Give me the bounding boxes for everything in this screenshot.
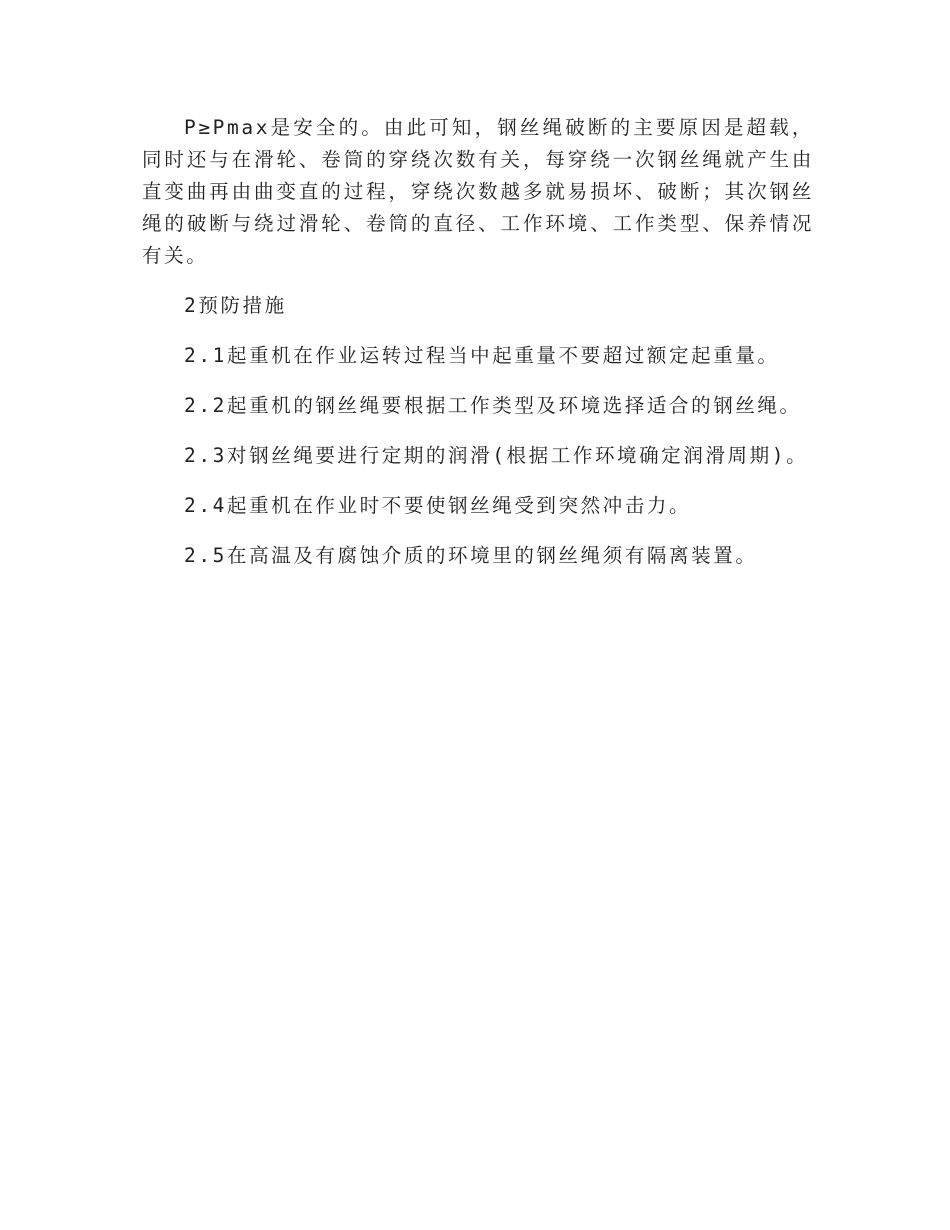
measure-item-2-2: 2.2起重机的钢丝绳要根据工作类型及环境选择适合的钢丝绳。 bbox=[184, 394, 802, 417]
measure-item-2-4: 2.4起重机在作业时不要使钢丝绳受到突然冲击力。 bbox=[184, 494, 692, 517]
measure-item-2-5: 2.5在高温及有腐蚀介质的环境里的钢丝绳须有隔离装置。 bbox=[184, 544, 758, 567]
measure-item-2-1: 2.1起重机在作业运转过程当中起重量不要超过额定起重量。 bbox=[184, 344, 780, 367]
section-heading: 2预防措施 bbox=[184, 294, 287, 317]
document-body bbox=[142, 112, 814, 572]
intro-paragraph: P≥Pmax是安全的。由此可知，钢丝绳破断的主要原因是超载，同时还与在滑轮、卷筒的穿绕次数有关，每穿绕一次钢丝绳就产生由直变曲再由曲变直的过程，穿绕次数越多就易损坏、破断；其次钢丝绳的破断与绕过滑轮、卷筒的直径、工作环境、工作类型、保养情况有关。 bbox=[142, 116, 814, 267]
measure-item-2-3: 2.3对钢丝绳要进行定期的润滑(根据工作环境确定润滑周期)。 bbox=[184, 444, 809, 467]
